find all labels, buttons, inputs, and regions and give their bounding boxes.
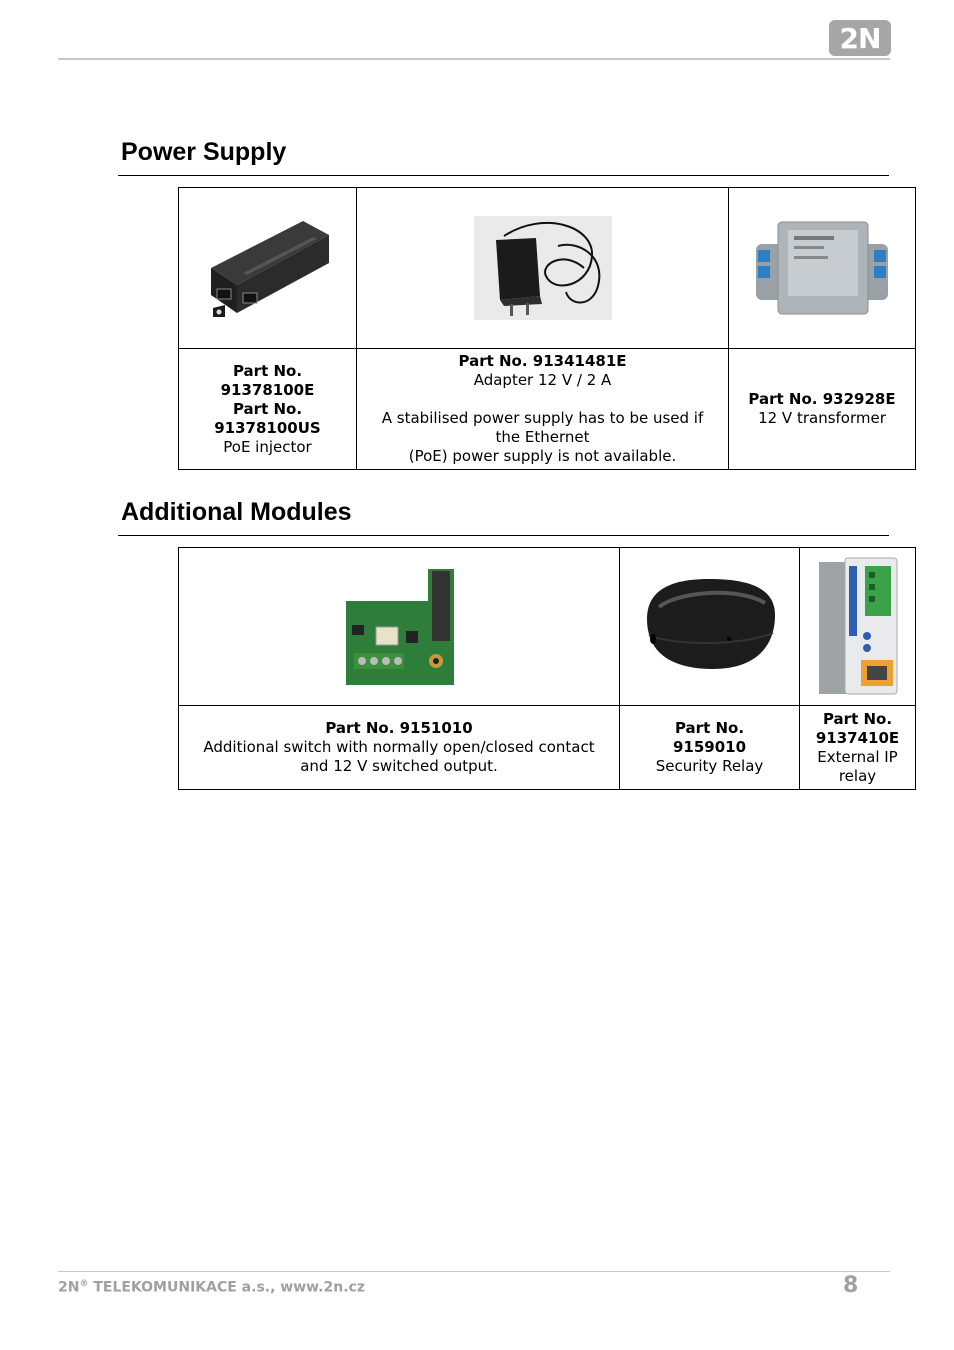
page-number: 8 (843, 1273, 859, 1298)
ip-relay-image-cell (800, 548, 916, 706)
additional-modules-table (178, 547, 916, 790)
poe-desc: PoE injector (223, 437, 312, 456)
ip-relay-desc1: External IP (817, 747, 898, 766)
power-adapter-image-cell (357, 188, 729, 349)
adapter-desc2: A stabilised power supply has to be used if (381, 409, 704, 427)
poe-part-line2: 91378100E (220, 380, 315, 399)
transformer-cell (729, 349, 916, 470)
power-adapter-cell (357, 349, 729, 470)
poe-injector-cell (179, 349, 357, 470)
ip-relay-cell (800, 706, 916, 790)
switch-part: Part No. 9151010 (325, 719, 473, 737)
switch-desc1: Additional switch with normally open/closed contact (203, 738, 595, 756)
switch-module-cell (179, 706, 620, 790)
switch-module-icon (342, 565, 456, 689)
relay-part-line1: Part No. (674, 719, 745, 737)
transformer-icon (752, 214, 892, 322)
section-title-additional-modules: Additional Modules (121, 498, 352, 526)
security-relay-icon (639, 577, 781, 677)
logo-text: 2N (839, 21, 881, 55)
security-relay-cell (620, 706, 800, 790)
header-rule (58, 58, 890, 60)
transformer-desc: 12 V transformer (758, 409, 886, 427)
section-rule-additional-modules (118, 535, 889, 536)
power-adapter-icon (474, 216, 612, 320)
footer-reg-mark: ® (79, 1279, 89, 1289)
ip-relay-desc2: relay (838, 766, 877, 785)
switch-module-image-cell (179, 548, 620, 706)
section-title-power-supply: Power Supply (121, 138, 287, 166)
poe-part-line1: Part No. (232, 361, 303, 380)
relay-desc: Security Relay (655, 757, 764, 775)
adapter-part: Part No. 91341481E (458, 352, 627, 370)
poe-injector-image-cell (179, 188, 357, 349)
adapter-desc1: Adapter 12 V / 2 A (473, 371, 612, 389)
switch-desc2: and 12 V switched output. (300, 757, 498, 775)
section-rule-power-supply (118, 175, 889, 176)
poe-part-line3: Part No. (232, 399, 303, 418)
footer-rule (58, 1271, 890, 1272)
footer-brand: 2N (58, 1279, 80, 1296)
footer-company (58, 1279, 365, 1296)
poe-part-line4: 91378100US (214, 418, 321, 437)
transformer-image-cell (729, 188, 916, 349)
poe-injector-icon (203, 213, 333, 323)
brand-logo (829, 20, 891, 56)
ip-relay-part-line1: Part No. (822, 709, 893, 728)
relay-part-line2: 9159010 (672, 738, 747, 756)
transformer-part: Part No. 932928E (748, 390, 896, 408)
power-supply-table (178, 187, 916, 470)
security-relay-image-cell (620, 548, 800, 706)
ip-relay-icon (817, 556, 899, 698)
adapter-desc3: the Ethernet (495, 428, 590, 446)
footer-company-text: TELEKOMUNIKACE a.s., www.2n.cz (88, 1279, 365, 1296)
adapter-spacer (361, 390, 724, 409)
ip-relay-part-line2: 9137410E (815, 728, 900, 747)
adapter-desc4: (PoE) power supply is not available. (408, 447, 677, 465)
